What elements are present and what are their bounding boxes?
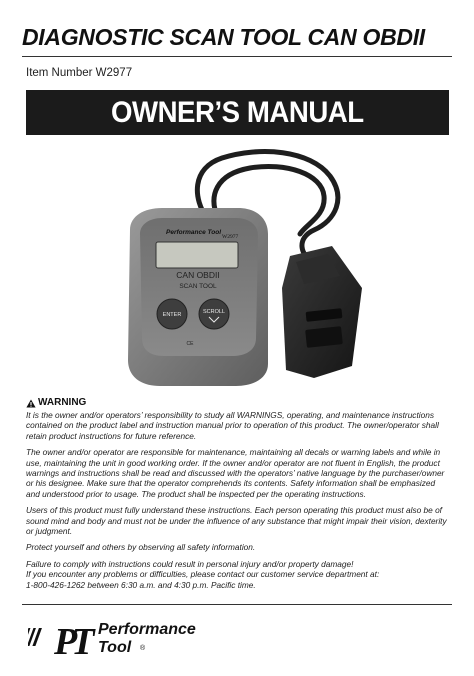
page-title: DIAGNOSTIC SCAN TOOL CAN OBDII [22,24,425,50]
performance-tool-logo [28,610,228,666]
warning-heading-text: WARNING [38,397,87,408]
closing-line-1: Failure to comply with instructions could result in personal injury and/or property damage! [26,558,354,569]
closing-line-2: If you encounter any problems or difficulties, please contact our customer service department at: [26,569,380,580]
logo-line-1: Performance [98,621,196,638]
scroll-button-label: SCROLL [202,309,226,315]
warning-heading [26,397,450,409]
obd-connector [282,246,362,378]
title-rule [22,56,452,57]
owners-manual-banner [26,90,449,135]
warning-paragraph: It is the owner and/or operators’ responsibility to study all WARNINGS, operating, and maintenance instructions contained on the product label and instruction manual prior to operation of this product. The owner/operator shall retain product instructions for future reference. [26,410,439,441]
lcd-screen [156,242,238,268]
compliance-marks: CE [186,341,194,347]
device-label-line1: CAN OBDII [176,270,220,280]
warning-paragraph: Users of this product must fully understand these instructions. Each person operating this product must also be of sound mind and body and must not be under the influence of any substance that might impair their vision, dexterity or judgment. [26,505,447,537]
scroll-button [199,299,229,329]
enter-button [157,299,187,329]
warning-section [26,397,450,590]
warning-triangle-icon [26,399,36,408]
enter-button-label: ENTER [162,312,182,318]
logo-monogram: PT [54,621,89,663]
product-photo [100,138,400,388]
warning-closing [26,559,450,590]
warning-paragraph: Protect yourself and others by observing all safety information. [26,542,256,553]
device-label-line2: SCAN TOOL [179,283,217,290]
banner-title: OWNER’S MANUAL [111,95,364,129]
speed-lines [28,628,42,646]
closing-line-3: 1-800-426-1262 between 6:30 a.m. and 4:30 p.m. Pacific time. [26,579,256,590]
registered-mark: ® [140,645,146,652]
logo-line-2: Tool [98,639,132,656]
item-number: Item Number W2977 [26,67,133,79]
footer-rule [22,604,452,605]
warning-paragraph: The owner and/or operator are responsible for maintenance, maintaining all decals or warning labels and while in use, maintaining the unit in good working order. If the owner and/or operator are not fluent in English, the product warnings and instructions shall be read and discussed with the operators’ native language by the purchaser/owner or his designee. Make sure that the operator comprehends its contents. Safety information shall be emphasized and understood prior to usage. The product shall be inspected per the operating instructions. [26,447,445,499]
device-model-label: W2977 [222,234,239,240]
device-brand-mark: Performance Tool [166,229,222,236]
